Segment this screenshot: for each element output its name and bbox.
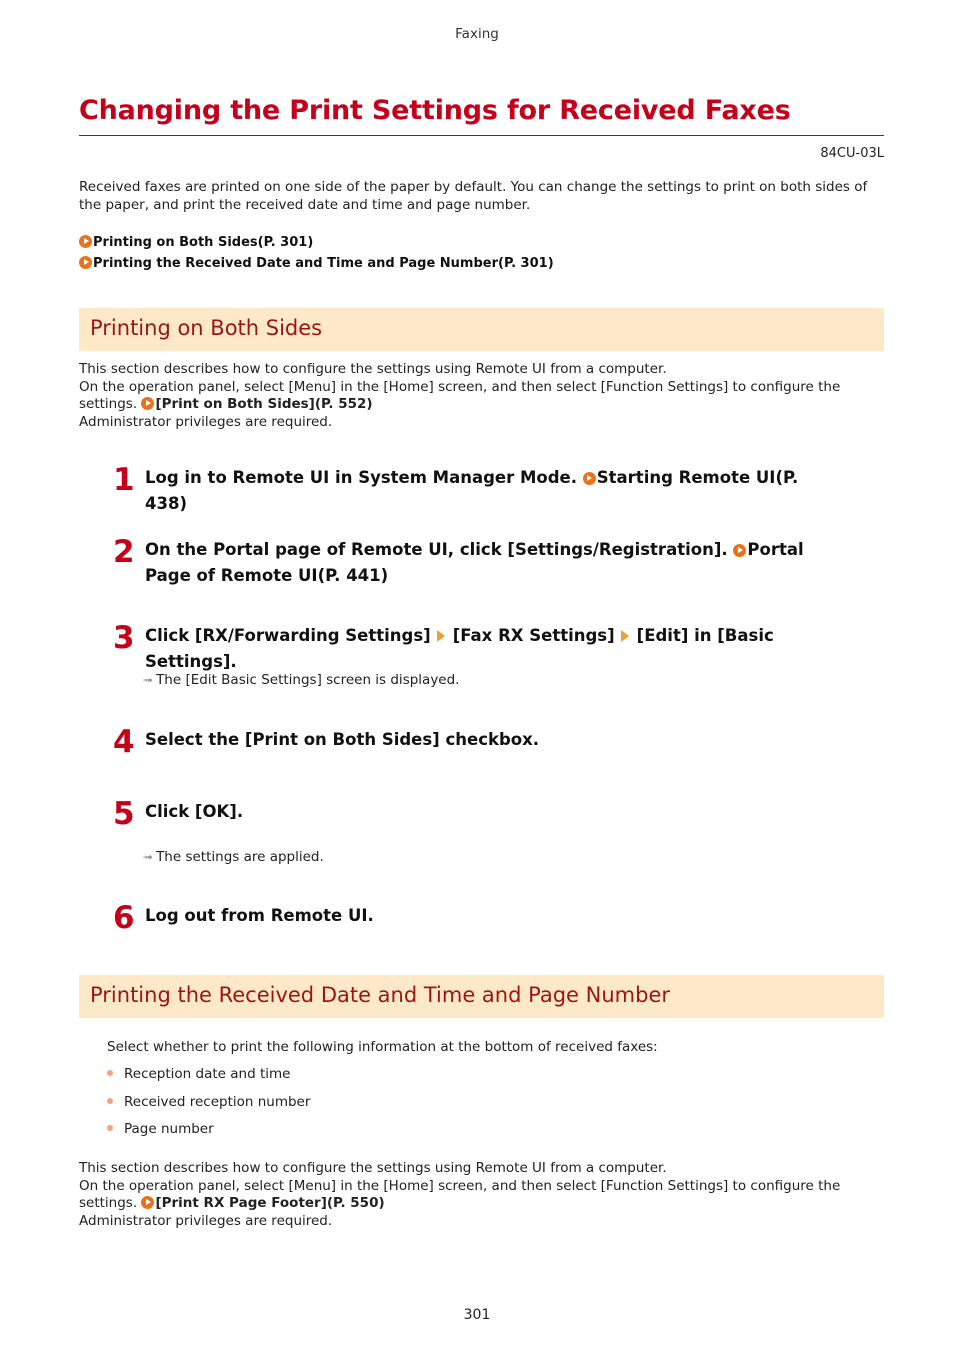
step-number: 1: [113, 462, 135, 498]
step-3: [145, 623, 845, 675]
desc-line: This section describes how to configure the settings using Remote UI from a computer.: [79, 361, 667, 377]
step-text: Click [RX/Forwarding Settings]: [145, 626, 431, 645]
section2-lead: Select whether to print the following information at the bottom of received faxes:: [107, 1039, 658, 1055]
section2-description: [79, 1160, 884, 1230]
link-arrow-icon: [733, 544, 746, 557]
result-text: The settings are applied.: [156, 849, 324, 865]
page-title: Changing the Print Settings for Received Faxes: [79, 95, 791, 126]
title-rule: [79, 135, 884, 136]
link-label: Portal Page of Remote UI(P. 441): [145, 540, 804, 585]
step-text: On the Portal page of Remote UI, click [Settings/Registration].: [145, 540, 728, 559]
print-rx-page-footer-link[interactable]: [141, 1195, 384, 1211]
list-item-text: Page number: [124, 1121, 214, 1137]
section-header-both-sides: [79, 308, 884, 351]
link-label: Starting Remote UI(P. 438): [145, 468, 799, 513]
desc-text: On the operation panel, select [Menu] in the [Home] screen, and then select [Function Settings] to configure the settings.: [79, 378, 841, 412]
step-number: 5: [113, 796, 135, 832]
toc-link-label: Printing the Received Date and Time and Page Number(P. 301): [93, 256, 554, 271]
link-arrow-icon: [79, 256, 92, 269]
list-item: [107, 1066, 290, 1082]
toc-link-both-sides[interactable]: [79, 235, 313, 250]
dot-icon: [107, 1070, 113, 1076]
desc-line: Administrator privileges are required.: [79, 1212, 333, 1229]
step-5: Click [OK].: [145, 802, 244, 821]
step-text: [Fax RX Settings]: [452, 626, 615, 645]
step-6: Log out from Remote UI.: [145, 906, 374, 925]
intro-paragraph: Received faxes are printed on one side of the paper by default. You can change the settings to print on both sides of the paper, and print the received date and time and page number.: [79, 179, 868, 213]
desc-line: [79, 1178, 884, 1213]
section-title: Printing on Both Sides: [90, 316, 323, 340]
section-header-date-time: [79, 975, 884, 1018]
step-5-result: [143, 849, 324, 865]
toc-link-date-time[interactable]: [79, 256, 554, 271]
step-number: 4: [113, 724, 135, 760]
step-number: 2: [113, 534, 135, 570]
desc-line: [79, 379, 884, 414]
link-arrow-icon: [141, 1196, 154, 1209]
step-text: [Edit] in [Basic Settings].: [145, 626, 774, 671]
list-item-text: Received reception number: [124, 1094, 311, 1110]
step-number: 6: [113, 900, 135, 936]
document-code: 84CU-03L: [820, 146, 884, 161]
desc-line: Administrator privileges are required.: [79, 413, 333, 430]
section1-description: [79, 361, 884, 431]
step-4: Select the [Print on Both Sides] checkbox.: [145, 730, 540, 749]
toc-link-label: Printing on Both Sides(P. 301): [93, 235, 314, 250]
section-title: Printing the Received Date and Time and Page Number: [90, 983, 670, 1007]
dot-icon: [107, 1125, 113, 1131]
double-arrow-icon: ➟: [143, 850, 154, 864]
link-arrow-icon: [141, 397, 154, 410]
step-1: [145, 465, 845, 517]
link-arrow-icon: [79, 235, 92, 248]
triangle-arrow-icon: [621, 630, 629, 642]
double-arrow-icon: ➟: [143, 673, 154, 687]
result-text: The [Edit Basic Settings] screen is displayed.: [156, 672, 460, 688]
running-header: Faxing: [455, 26, 499, 42]
desc-line: This section describes how to configure the settings using Remote UI from a computer.: [79, 1160, 667, 1176]
step-3-result: [143, 672, 459, 688]
link-label: [Print RX Page Footer](P. 550): [155, 1195, 385, 1211]
print-both-sides-link[interactable]: [141, 396, 372, 412]
triangle-arrow-icon: [437, 630, 445, 642]
step-text: Log in to Remote UI in System Manager Mode.: [145, 468, 578, 487]
list-item-text: Reception date and time: [124, 1066, 291, 1082]
step-number: 3: [113, 620, 135, 656]
desc-text: On the operation panel, select [Menu] in the [Home] screen, and then select [Function Settings] to configure the settings.: [79, 1177, 841, 1211]
list-item: [107, 1094, 310, 1110]
page-number: 301: [463, 1307, 491, 1323]
step-2: [145, 537, 845, 589]
link-label: [Print on Both Sides](P. 552): [155, 396, 373, 412]
dot-icon: [107, 1098, 113, 1104]
list-item: [107, 1121, 214, 1137]
link-arrow-icon: [583, 472, 596, 485]
